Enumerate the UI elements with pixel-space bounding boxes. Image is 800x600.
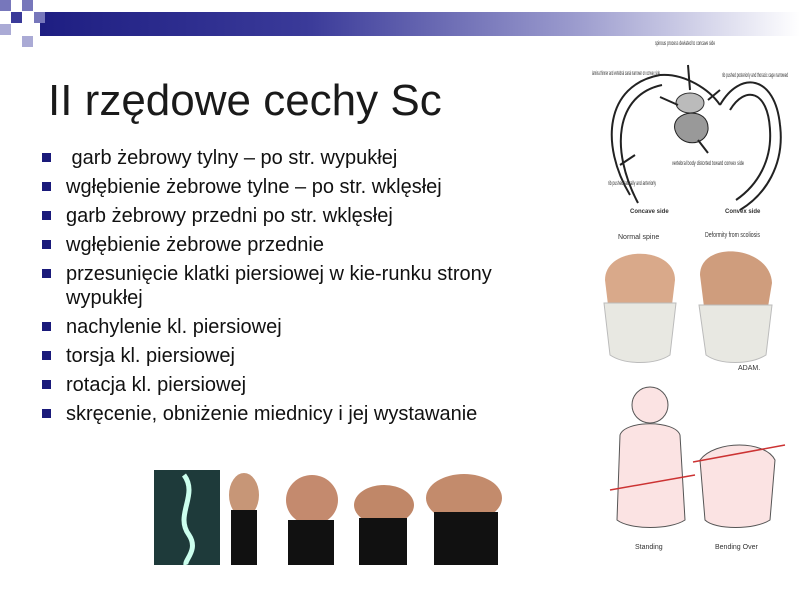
bullet-text: wgłębienie żebrowe tylne – po str. wklęsłej	[66, 176, 442, 198]
label-concave: Concave side	[630, 209, 669, 215]
square-bullet-icon	[42, 409, 51, 418]
caption-normal-spine: Normal spine	[618, 234, 660, 241]
square-bullet-icon	[42, 322, 51, 331]
caption-deformity: Deformity from scoliosis	[705, 232, 761, 239]
bullet-text: skręcenie, obniżenie miednicy i jej wystawanie	[66, 403, 478, 425]
adam-logo: ADAM.	[738, 365, 761, 372]
caption-bending: Bending Over	[715, 544, 758, 551]
slide-title: II rzędowe cechy Sc	[48, 76, 442, 125]
vertebra-diagram	[590, 35, 790, 220]
square-bullet-icon	[42, 153, 51, 162]
square-bullet-icon	[42, 211, 51, 220]
square-bullet-icon	[42, 240, 51, 249]
bullet-item	[42, 146, 542, 170]
bullet-item	[42, 315, 542, 339]
label-convex: Convex side	[725, 209, 761, 215]
bullet-text: przesunięcie klatki piersiowej w kie-runku strony wypukłej	[66, 263, 492, 309]
patient-photo-3	[354, 485, 414, 565]
back-scoliosis-image	[700, 251, 772, 307]
decor-square	[11, 12, 22, 23]
bullet-item	[42, 373, 542, 397]
patient-photo-1	[229, 473, 259, 565]
label-rib-pushed-post: rib pushed posteriorly and thoracic cage narrowed	[722, 73, 788, 79]
patient-photo-4	[426, 474, 502, 565]
back-normal-image	[605, 254, 675, 305]
head-sketch	[632, 387, 668, 423]
square-bullet-icon	[42, 380, 51, 389]
bullet-item	[42, 175, 542, 199]
bullet-item	[42, 204, 542, 228]
decor-square	[0, 24, 11, 35]
patient-photo-2	[286, 475, 338, 565]
caption-standing: Standing	[635, 544, 663, 551]
standing-body-sketch	[617, 424, 685, 528]
decor-square	[0, 0, 11, 11]
bullet-text: garb żebrowy tylny – po str. wypukłej	[66, 147, 398, 169]
decor-square	[22, 36, 33, 47]
square-bullet-icon	[42, 182, 51, 191]
bullet-list	[42, 146, 542, 431]
label-rib-pushed-lat: rib pushed laterally and anteriorly	[608, 181, 656, 187]
bullet-item	[42, 233, 542, 257]
bullet-text: nachylenie kl. piersiowej	[66, 316, 282, 338]
bullet-item	[42, 344, 542, 368]
bullet-text: rotacja kl. piersiowej	[66, 374, 247, 396]
bullet-item	[42, 262, 542, 310]
square-bullet-icon	[42, 351, 51, 360]
patient-photo-strip	[154, 470, 507, 565]
bullet-item	[42, 402, 542, 426]
label-spinous: spinous process deviated to concave side	[655, 41, 716, 47]
decor-square	[34, 12, 45, 23]
spine-comparison-figure	[600, 225, 790, 375]
label-vertebral-body: vertebral body distorted toward convex side	[672, 161, 745, 167]
label-lamina: lamina thinner and vertebral canal narrower on convex side	[592, 71, 661, 77]
bullet-text: garb żebrowy przedni po str. wklęsłej	[66, 205, 393, 227]
square-bullet-icon	[42, 269, 51, 278]
gradient-bar	[40, 12, 800, 36]
bending-body-sketch	[700, 445, 775, 528]
bullet-text: torsja kl. piersiowej	[66, 345, 235, 367]
decor-square	[22, 0, 33, 11]
bending-test-figure	[605, 380, 790, 555]
bullet-text: wgłębienie żebrowe przednie	[66, 234, 324, 256]
